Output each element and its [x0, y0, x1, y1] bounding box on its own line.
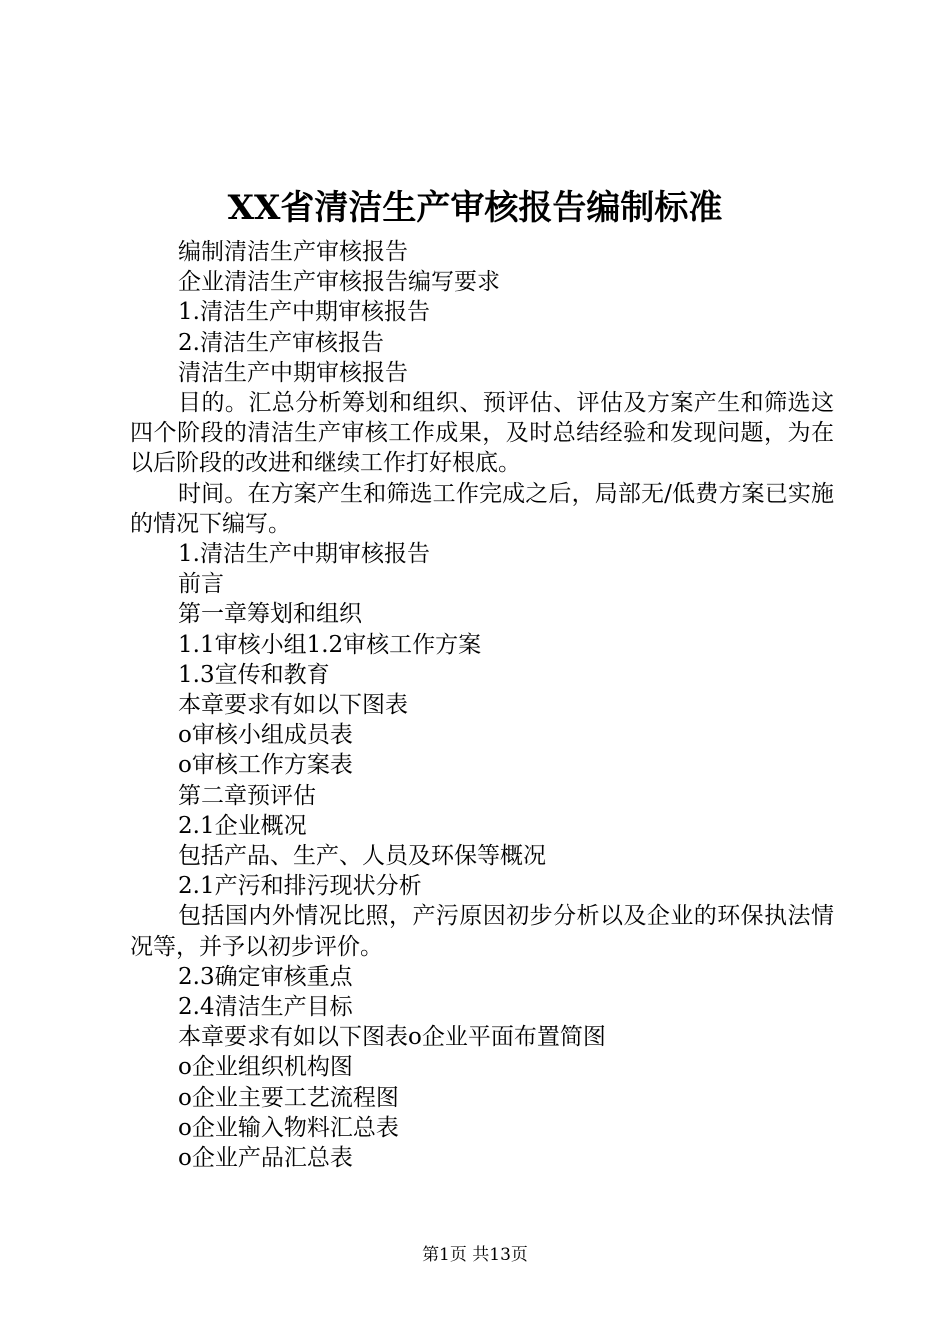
- paragraph: 本章要求有如以下图表o企业平面布置简图: [178, 1024, 606, 1051]
- paragraph: 2.4清洁生产目标: [178, 994, 353, 1021]
- paragraph: 本章要求有如以下图表: [178, 692, 408, 719]
- document-title: XX省清洁生产审核报告编制标准: [227, 188, 723, 228]
- paragraph: 1.清洁生产中期审核报告: [178, 541, 430, 568]
- paragraph: 包括产品、生产、人员及环保等概况: [178, 843, 546, 870]
- paragraph: 包括国内外情况比照，产污原因初步分析以及企业的环保执法情况等，并予以初步评价。: [130, 903, 834, 960]
- paragraph: 清洁生产中期审核报告: [178, 359, 408, 386]
- paragraph: 第二章预评估: [178, 782, 316, 809]
- page-number-footer: 第1页 共13页: [422, 1245, 528, 1265]
- list-item: o企业组织机构图: [178, 1054, 353, 1081]
- paragraph: 前言: [178, 571, 224, 598]
- paragraph: 1.3宣传和教育: [178, 661, 330, 688]
- list-item: o企业主要工艺流程图: [178, 1084, 399, 1111]
- paragraph: 第一章筹划和组织: [178, 601, 362, 628]
- list-item: o企业输入物料汇总表: [178, 1114, 399, 1141]
- paragraph: 目的。汇总分析筹划和组织、预评估、评估及方案产生和筛选这四个阶段的清洁生产审核工作成果，及时总结经验和发现问题，为在以后阶段的改进和继续工作打好根底。: [130, 390, 834, 477]
- list-item: o审核工作方案表: [178, 752, 353, 779]
- list-item: o审核小组成员表: [178, 722, 353, 749]
- paragraph: 编制清洁生产审核报告: [178, 239, 408, 265]
- paragraph: 企业清洁生产审核报告编写要求: [178, 269, 500, 296]
- paragraph: 2.1企业概况: [178, 812, 307, 839]
- paragraph: 2.清洁生产审核报告: [178, 329, 384, 356]
- paragraph: 1.清洁生产中期审核报告: [178, 299, 430, 326]
- document-body: [130, 237, 834, 1173]
- paragraph: 时间。在方案产生和筛选工作完成之后，局部无/低费方案已实施的情况下编写。: [130, 480, 834, 537]
- list-item: o企业产品汇总表: [178, 1145, 353, 1172]
- paragraph: 2.3确定审核重点: [178, 963, 353, 990]
- paragraph: 1.1审核小组1.2审核工作方案: [178, 631, 482, 658]
- paragraph: 2.1产污和排污现状分析: [178, 873, 422, 900]
